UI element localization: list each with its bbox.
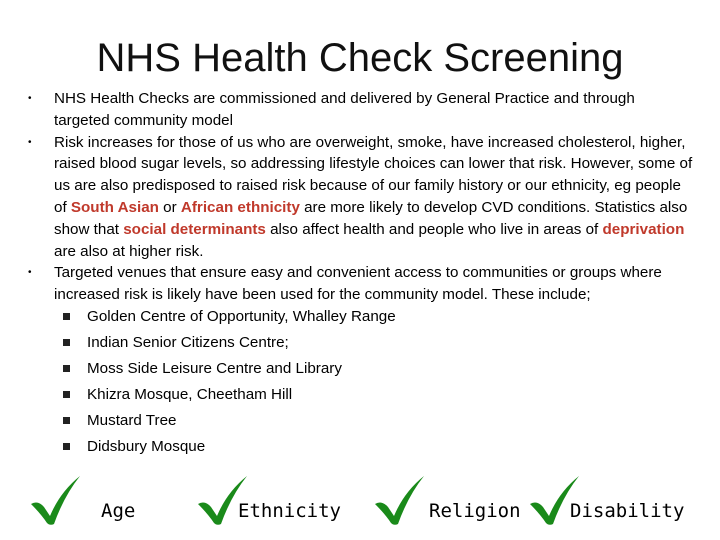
checkmark-icon	[372, 474, 428, 526]
venue-item	[54, 332, 694, 354]
bullet-text: NHS Health Checks are commissioned and delivered by General Practice and through targeted community model	[54, 90, 635, 129]
bullet-list	[28, 88, 694, 462]
venue-label: Khizra Mosque, Cheetham Hill	[87, 385, 293, 403]
highlight-social-determinants: social determinants	[123, 220, 266, 238]
text-run: are also at higher risk.	[54, 242, 204, 260]
bullet-dot-icon: •	[28, 136, 32, 148]
square-bullet-icon	[63, 417, 70, 424]
category-label: Religion	[429, 500, 521, 522]
highlight-deprivation: deprivation	[602, 220, 685, 238]
bullet-item	[28, 88, 694, 132]
highlight-south-asian: South Asian	[70, 198, 159, 216]
square-bullet-icon	[63, 391, 70, 398]
checkmark-icon	[28, 474, 84, 526]
venue-label: Golden Centre of Opportunity, Whalley Range	[87, 307, 396, 325]
square-bullet-icon	[63, 313, 70, 320]
bullet-text	[54, 134, 692, 260]
square-bullet-icon	[63, 365, 70, 372]
square-bullet-icon	[63, 443, 70, 450]
bullet-item	[28, 262, 694, 457]
highlight-african-ethnicity: African ethnicity	[180, 198, 300, 216]
venue-list	[54, 306, 694, 458]
venue-item	[54, 436, 694, 458]
category-label: Disability	[570, 500, 685, 522]
text-run: Risk increases for those of us who are overweight, smoke, have increased cholesterol, higher, raised blood sugar levels, so addressing lifestyle choices can lower that risk. However, some of us are also predisposed to raised risk because of our family history or our ethnicity, eg people of	[54, 133, 693, 216]
category-row	[0, 470, 720, 540]
venue-item	[54, 384, 694, 406]
venue-item	[54, 358, 694, 380]
venue-label: Moss Side Leisure Centre and Library	[87, 359, 342, 377]
venue-label: Didsbury Mosque	[87, 437, 206, 455]
text-run: or	[158, 198, 181, 216]
slide-title: NHS Health Check Screening	[96, 36, 624, 80]
bullet-text: Targeted venues that ensure easy and convenient access to communities or groups where increased risk is likely have been used for the community model. These include;	[54, 264, 662, 304]
bullet-item	[28, 132, 694, 263]
bullet-dot-icon: •	[28, 93, 32, 104]
bullet-dot-icon: •	[28, 267, 32, 279]
venue-label: Indian Senior Citizens Centre;	[87, 333, 289, 351]
venue-item	[54, 306, 694, 328]
venue-label: Mustard Tree	[87, 411, 177, 429]
text-run: are more likely to develop CVD conditions. Statistics also show that	[54, 198, 688, 238]
square-bullet-icon	[63, 339, 70, 346]
text-run: also affect health and people who live in areas of	[265, 220, 603, 238]
venue-item	[54, 410, 694, 432]
category-label: Ethnicity	[238, 500, 341, 522]
category-label: Age	[101, 500, 136, 522]
